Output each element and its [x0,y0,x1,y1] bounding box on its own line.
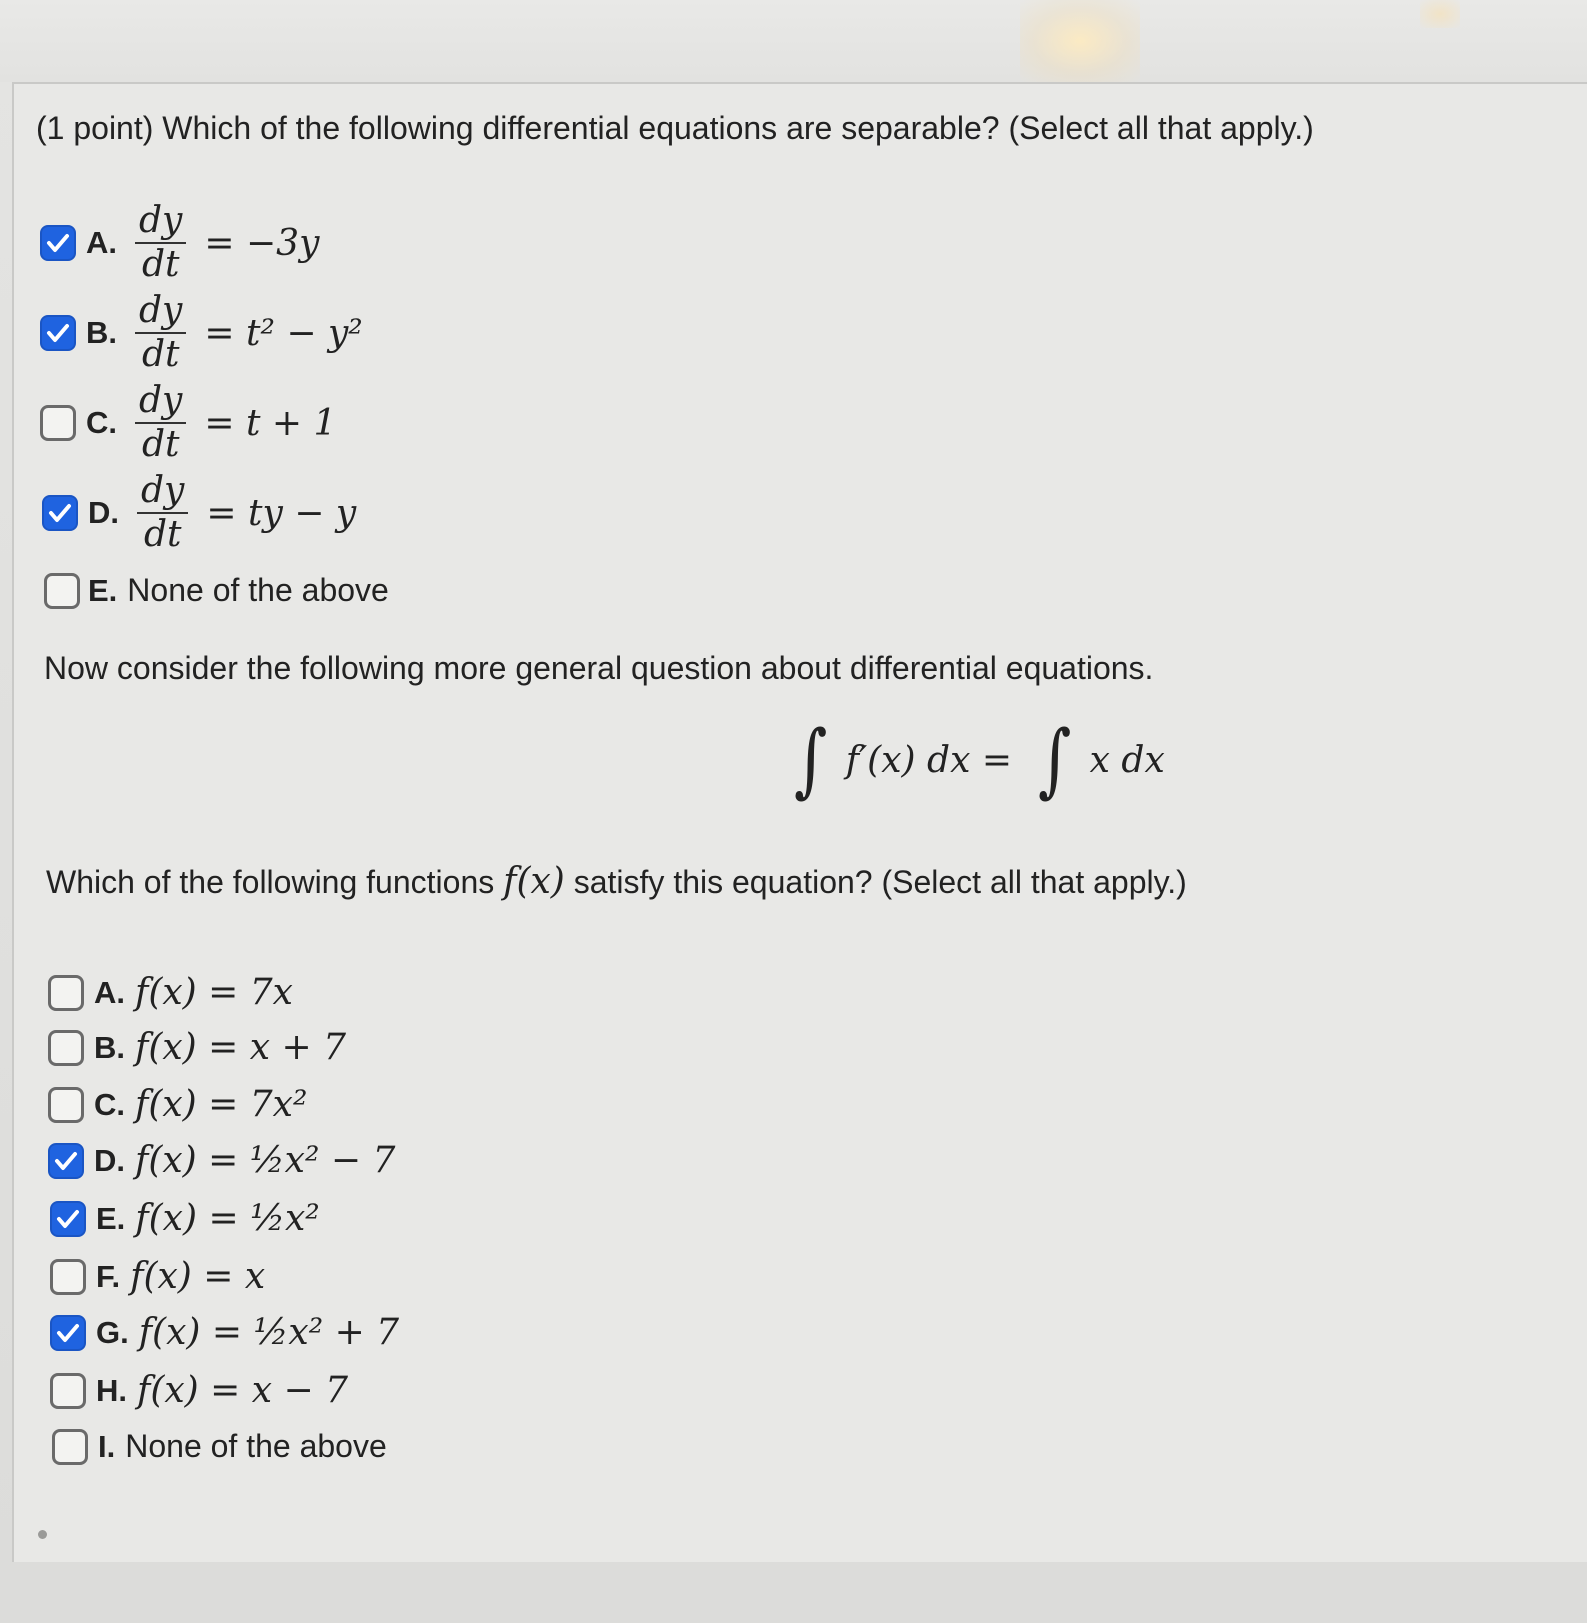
q2-option-i[interactable] [52,1428,387,1465]
function-expression: f(x) = 7x² [135,1084,308,1125]
question1-prompt: (1 point) Which of the following differential equations are separable? (Select all that apply.) [36,110,1314,146]
light-glare [1020,0,1140,82]
integral-right: x dx [1089,739,1165,781]
q1-option-b[interactable] [40,290,363,376]
q2-option-d[interactable] [48,1140,395,1181]
fraction-denominator: dt [141,334,180,375]
option-letter: H. [96,1372,127,1408]
checkbox-unchecked-icon[interactable] [48,975,84,1011]
derivative-fraction [135,380,186,466]
function-expression: f(x) = 7x [135,972,293,1013]
q2-option-h[interactable] [50,1370,348,1411]
q2-option-b[interactable] [48,1027,346,1068]
q2-option-e[interactable] [50,1198,320,1239]
background-dot [38,1530,47,1539]
checkbox-unchecked-icon[interactable] [52,1429,88,1465]
option-letter: D. [94,1142,125,1178]
light-glare-small [1420,0,1460,28]
checkbox-unchecked-icon[interactable] [50,1373,86,1409]
q2-option-c[interactable] [48,1084,307,1125]
fraction-numerator: dy [135,200,186,244]
function-expression: f(x) = x − 7 [137,1370,349,1411]
equation-rhs: = −3y [204,222,320,264]
option-letter: B. [94,1029,125,1065]
prompt-after: satisfy this equation? (Select all that apply.) [573,864,1187,900]
fraction-numerator: dy [137,470,188,514]
q2-option-g[interactable] [50,1312,399,1353]
derivative-fraction [135,290,186,376]
fraction-denominator: dt [141,424,180,465]
derivative-fraction [137,470,188,556]
intro-text: Now consider the following more general question about differential equations. [44,650,1154,686]
equation-rhs: = t + 1 [204,402,337,444]
equation-rhs: = ty − y [206,492,357,534]
prompt-before: Which of the following functions [46,864,495,900]
checkbox-unchecked-icon[interactable] [40,405,76,441]
checkbox-checked-icon[interactable] [42,495,78,531]
integral-equation [790,713,1171,806]
integral-sign-icon: ∫ [1038,713,1072,806]
option-letter: A. [86,225,117,260]
fraction-numerator: dy [135,380,186,424]
option-letter: B. [86,315,117,350]
q1-option-d[interactable] [42,470,356,556]
function-expression: f(x) = x [130,1256,266,1297]
checkbox-unchecked-icon[interactable] [48,1030,84,1066]
option-letter: D. [88,495,119,530]
equation-rhs: = t² − y² [204,312,363,354]
checkbox-checked-icon[interactable] [40,315,76,351]
option-letter: G. [96,1314,129,1350]
checkbox-unchecked-icon[interactable] [50,1259,86,1295]
q1-option-c[interactable] [40,380,336,466]
function-expression: f(x) = ½x² − 7 [135,1140,396,1181]
checkbox-checked-icon[interactable] [40,225,76,261]
option-letter: I. [98,1428,116,1464]
option-letter: F. [96,1258,121,1294]
fraction-denominator: dt [141,244,180,285]
option-letter: E. [96,1200,126,1236]
checkbox-checked-icon[interactable] [50,1201,86,1237]
option-letter: C. [94,1086,125,1122]
checkbox-unchecked-icon[interactable] [44,573,80,609]
checkbox-checked-icon[interactable] [48,1143,84,1179]
function-expression: f(x) = x + 7 [135,1027,347,1068]
prompt-fx: f(x) [503,861,565,902]
integral-sign-icon: ∫ [794,713,828,806]
fraction-numerator: dy [135,290,186,334]
q2-option-a[interactable] [48,972,293,1013]
option-letter: A. [94,974,125,1010]
fraction-denominator: dt [143,514,182,555]
option-letter: C. [86,405,117,440]
checkbox-checked-icon[interactable] [50,1315,86,1351]
q1-option-a[interactable] [40,200,319,286]
checkbox-unchecked-icon[interactable] [48,1087,84,1123]
top-background [0,0,1587,82]
question2-prompt [46,862,1187,902]
function-expression: f(x) = ½x² + 7 [138,1312,400,1353]
q1-option-e[interactable] [44,572,389,609]
option-label: None of the above [127,572,389,608]
integral-left: f′(x) dx = [845,739,1012,781]
option-label: None of the above [125,1428,387,1464]
function-expression: f(x) = ½x² [135,1198,320,1239]
option-letter: E. [88,572,118,608]
q2-option-f[interactable] [50,1256,265,1297]
derivative-fraction [135,200,186,286]
